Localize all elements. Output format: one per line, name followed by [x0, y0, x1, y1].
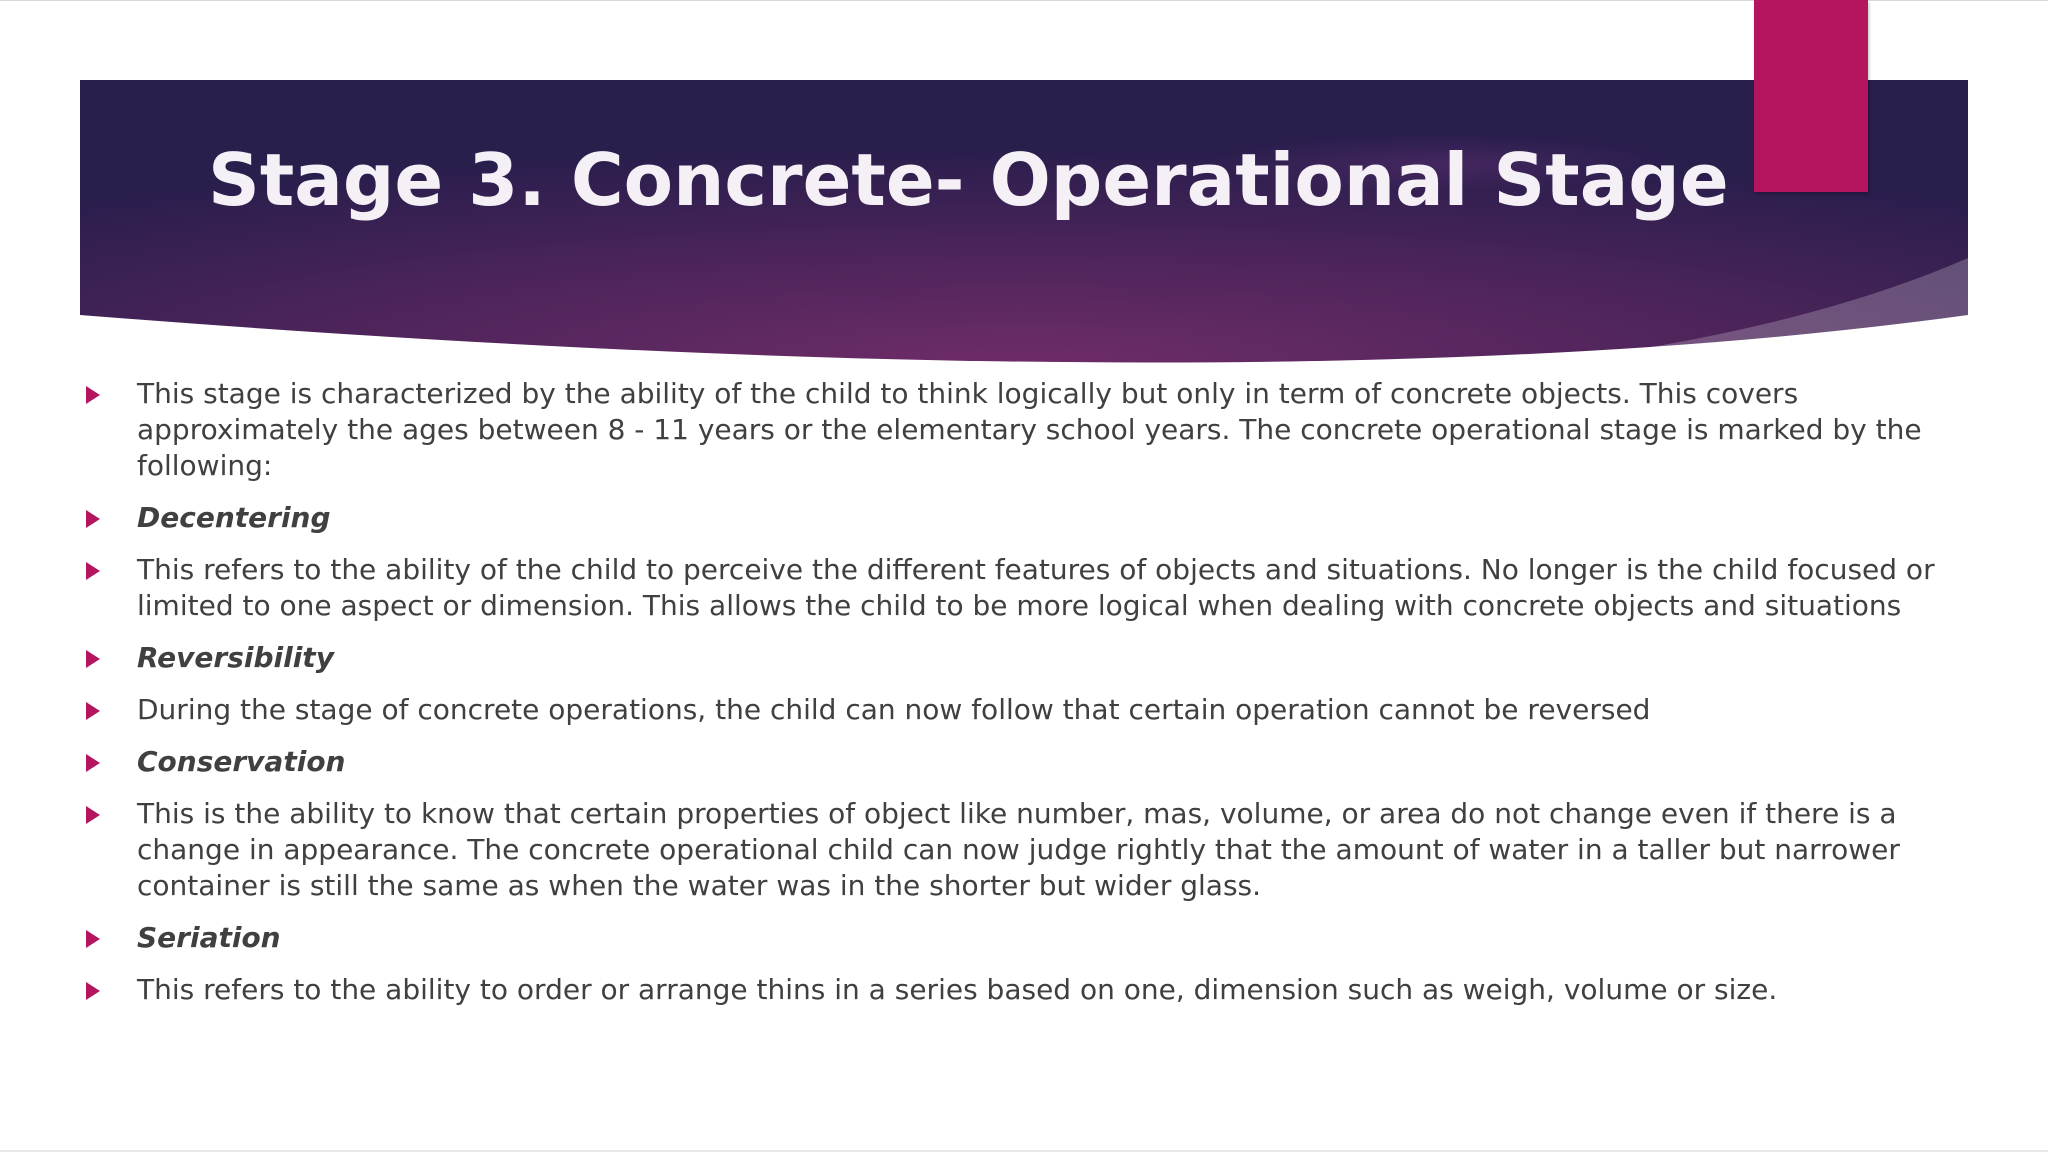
triangle-right-icon	[86, 930, 100, 948]
triangle-right-icon	[86, 386, 100, 404]
slide-title: Stage 3. Concrete- Operational Stage	[208, 138, 1729, 222]
bullet-item-conservation-heading	[80, 744, 1950, 780]
triangle-right-icon	[86, 562, 100, 580]
accent-tab	[1754, 0, 1868, 192]
bullet-heading: Conservation	[137, 745, 346, 778]
bullet-item-reversibility-heading	[80, 640, 1950, 676]
triangle-right-icon	[86, 702, 100, 720]
bullet-item-seriation-heading	[80, 920, 1950, 956]
bullet-item-reversibility-body	[80, 692, 1950, 728]
bullet-text: This refers to the ability to order or arrange thins in a series based on one, dimension such as weigh, volume or size.	[137, 973, 1778, 1006]
bullet-heading: Decentering	[137, 501, 331, 534]
bullet-list	[80, 376, 1950, 1024]
banner-shape	[80, 80, 1968, 380]
bullet-text: This stage is characterized by the ability of the child to think logically but only in term of concrete objects. This covers approximately the ages between 8 - 11 years or the elementary school years. The concrete operational stage is marked by the following:	[137, 377, 1922, 482]
bullet-item-decentering-heading	[80, 500, 1950, 536]
top-border-line	[0, 0, 2048, 1]
triangle-right-icon	[86, 650, 100, 668]
bullet-item-intro	[80, 376, 1950, 484]
triangle-right-icon	[86, 510, 100, 528]
bullet-text: This is the ability to know that certain properties of object like number, mas, volume, or area do not change even if there is a change in appearance. The concrete operational child can now judge rightly that the amount of water in a taller but narrower container is still the same as when the water was in the shorter but wider glass.	[137, 797, 1900, 902]
bullet-item-decentering-body	[80, 552, 1950, 624]
bullet-heading: Reversibility	[137, 641, 334, 674]
triangle-right-icon	[86, 806, 100, 824]
bullet-item-seriation-body	[80, 972, 1950, 1008]
bullet-item-conservation-body	[80, 796, 1950, 904]
bullet-heading: Seriation	[137, 921, 281, 954]
triangle-right-icon	[86, 982, 100, 1000]
triangle-right-icon	[86, 754, 100, 772]
bullet-text: During the stage of concrete operations, the child can now follow that certain operation cannot be reversed	[137, 693, 1651, 726]
title-banner	[80, 80, 1968, 380]
bullet-text: This refers to the ability of the child to perceive the different features of objects and situations. No longer is the child focused or limited to one aspect or dimension. This allows the child to be more logical when dealing with concrete objects and situations	[137, 553, 1935, 622]
